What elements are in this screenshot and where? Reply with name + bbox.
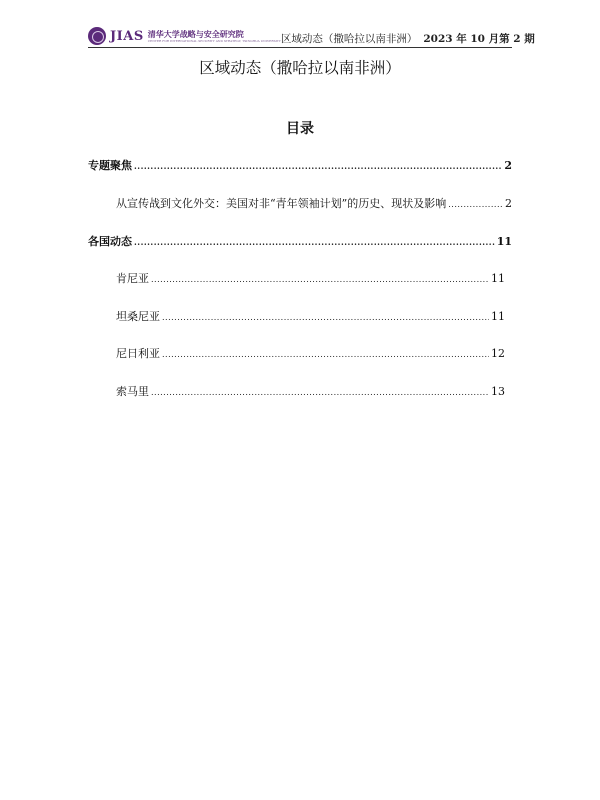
toc-page-number: 2 (504, 159, 512, 172)
toc-entry-tanzania[interactable] (116, 308, 505, 322)
toc-entry-text: 坦桑尼亚 (116, 310, 160, 323)
toc-heading: 目录 (286, 121, 314, 137)
logo-abbreviation: JIAS (110, 29, 144, 44)
toc-leader-dots (162, 313, 489, 322)
logo-chinese-name: 清华大学战略与安全研究院 (147, 29, 244, 39)
toc-page-number: 12 (491, 347, 505, 360)
toc-leader-dots (134, 161, 502, 171)
toc-page-number: 13 (491, 385, 505, 398)
toc-entry-text: 尼日利亚 (116, 347, 160, 360)
header-issue: 2023 年 10 月第 2 期 (423, 33, 535, 45)
page-header (88, 24, 535, 46)
toc-leader-dots (448, 200, 503, 209)
logo-english-name: CENTER FOR INTERNATIONAL SECURITY AND STRATEGY, TSINGHUA UNIVERSITY (147, 39, 281, 43)
toc-page-number: 2 (505, 197, 512, 210)
logo-text (148, 30, 281, 43)
header-publication-name: 区域动态（撒哈拉以南非洲） (280, 33, 418, 45)
toc-entry-text: 索马里 (116, 385, 149, 398)
toc-leader-dots (162, 350, 489, 359)
toc-entry-text: 各国动态 (88, 235, 132, 248)
toc-leader-dots (151, 388, 489, 397)
toc-entry-text: 专题聚焦 (88, 159, 132, 172)
toc-leader-dots (151, 275, 489, 284)
toc-entry-text: 从宣传战到文化外交：美国对非“青年领袖计划”的历史、现状及影响 (116, 197, 447, 210)
header-divider (88, 47, 512, 48)
toc-entry-yali-article[interactable] (116, 195, 512, 209)
toc-entry-special-focus[interactable] (88, 157, 512, 171)
toc-page-number: 11 (491, 272, 505, 285)
institute-logo (88, 27, 281, 46)
toc-entry-somalia[interactable] (116, 383, 505, 397)
toc-leader-dots (134, 237, 495, 247)
document-title: 区域动态（撒哈拉以南非洲） (199, 59, 401, 77)
toc-entry-nigeria[interactable] (116, 345, 505, 359)
toc-entry-country-news[interactable] (88, 233, 512, 247)
toc-entry-text: 肯尼亚 (116, 272, 149, 285)
toc-entry-kenya[interactable] (116, 270, 505, 284)
toc-page-number: 11 (496, 235, 512, 248)
university-seal-icon (88, 27, 106, 45)
header-publication-info (281, 31, 535, 46)
toc-page-number: 11 (491, 310, 505, 323)
